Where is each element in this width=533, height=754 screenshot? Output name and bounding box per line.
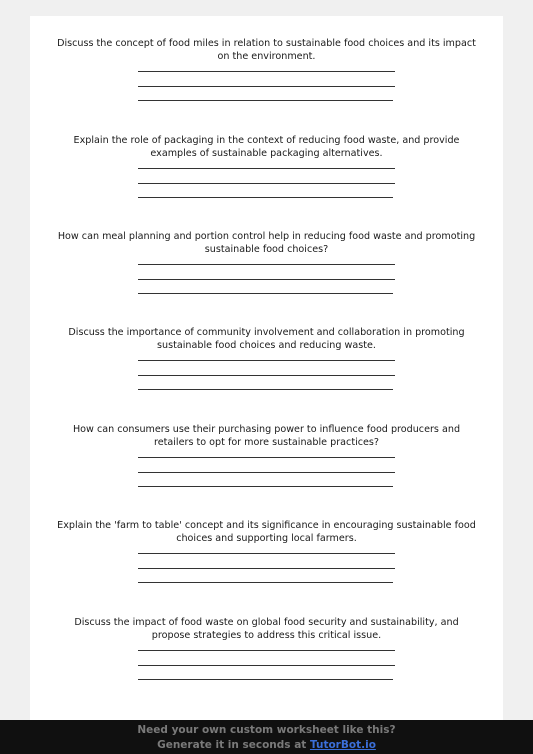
question-2 <box>30 134 503 198</box>
answer-lines <box>138 553 395 583</box>
answer-line[interactable] <box>138 665 395 666</box>
answer-lines <box>138 264 395 294</box>
promo-footer-banner <box>0 720 533 754</box>
answer-line[interactable] <box>138 279 395 280</box>
question-1 <box>30 37 503 101</box>
question-text: How can consumers use their purchasing power to influence food producers and retailers to opt for more sustainable practices? <box>72 424 461 448</box>
question-text: How can meal planning and portion control help in reducing food waste and promoting sustainable food choices? <box>57 231 476 255</box>
question-text: Explain the 'farm to table' concept and its significance in encouraging sustainable food choices and supporting local farmers. <box>57 520 476 544</box>
answer-line[interactable] <box>138 457 395 458</box>
footer-line-1: Need your own custom worksheet like this? <box>137 724 396 736</box>
answer-line[interactable] <box>138 183 395 184</box>
question-text: Explain the role of packaging in the context of reducing food waste, and provide examples of sustainable packaging alternatives. <box>73 135 460 159</box>
answer-line[interactable] <box>138 375 395 376</box>
question-3 <box>30 230 503 294</box>
question-text: Discuss the impact of food waste on global food security and sustainability, and propose strategies to address this critical issue. <box>74 617 459 641</box>
footer-line-2-prefix: Generate it in seconds at <box>157 739 310 751</box>
answer-line[interactable] <box>138 168 395 169</box>
question-5 <box>30 423 503 487</box>
answer-line[interactable] <box>138 679 393 680</box>
answer-line[interactable] <box>138 100 393 101</box>
answer-lines <box>138 71 395 101</box>
answer-line[interactable] <box>138 568 395 569</box>
answer-line[interactable] <box>138 389 393 390</box>
answer-lines <box>138 457 395 487</box>
footer-line-2 <box>0 738 533 753</box>
answer-line[interactable] <box>138 264 395 265</box>
answer-line[interactable] <box>138 86 395 87</box>
answer-line[interactable] <box>138 650 395 651</box>
answer-line[interactable] <box>138 71 395 72</box>
answer-line[interactable] <box>138 582 393 583</box>
worksheet-page <box>30 16 503 740</box>
answer-line[interactable] <box>138 486 393 487</box>
answer-line[interactable] <box>138 360 395 361</box>
question-7 <box>30 616 503 680</box>
question-6 <box>30 519 503 583</box>
answer-lines <box>138 360 395 390</box>
answer-line[interactable] <box>138 293 393 294</box>
answer-line[interactable] <box>138 197 393 198</box>
question-text: Discuss the concept of food miles in relation to sustainable food choices and its impact on the environment. <box>57 38 476 62</box>
answer-lines <box>138 168 395 198</box>
answer-lines <box>138 650 395 680</box>
tutorbot-link[interactable]: TutorBot.io <box>309 739 376 751</box>
question-4 <box>30 326 503 390</box>
answer-line[interactable] <box>138 553 395 554</box>
answer-line[interactable] <box>138 472 395 473</box>
question-text: Discuss the importance of community involvement and collaboration in promoting sustainable food choices and reducing waste. <box>68 327 465 351</box>
